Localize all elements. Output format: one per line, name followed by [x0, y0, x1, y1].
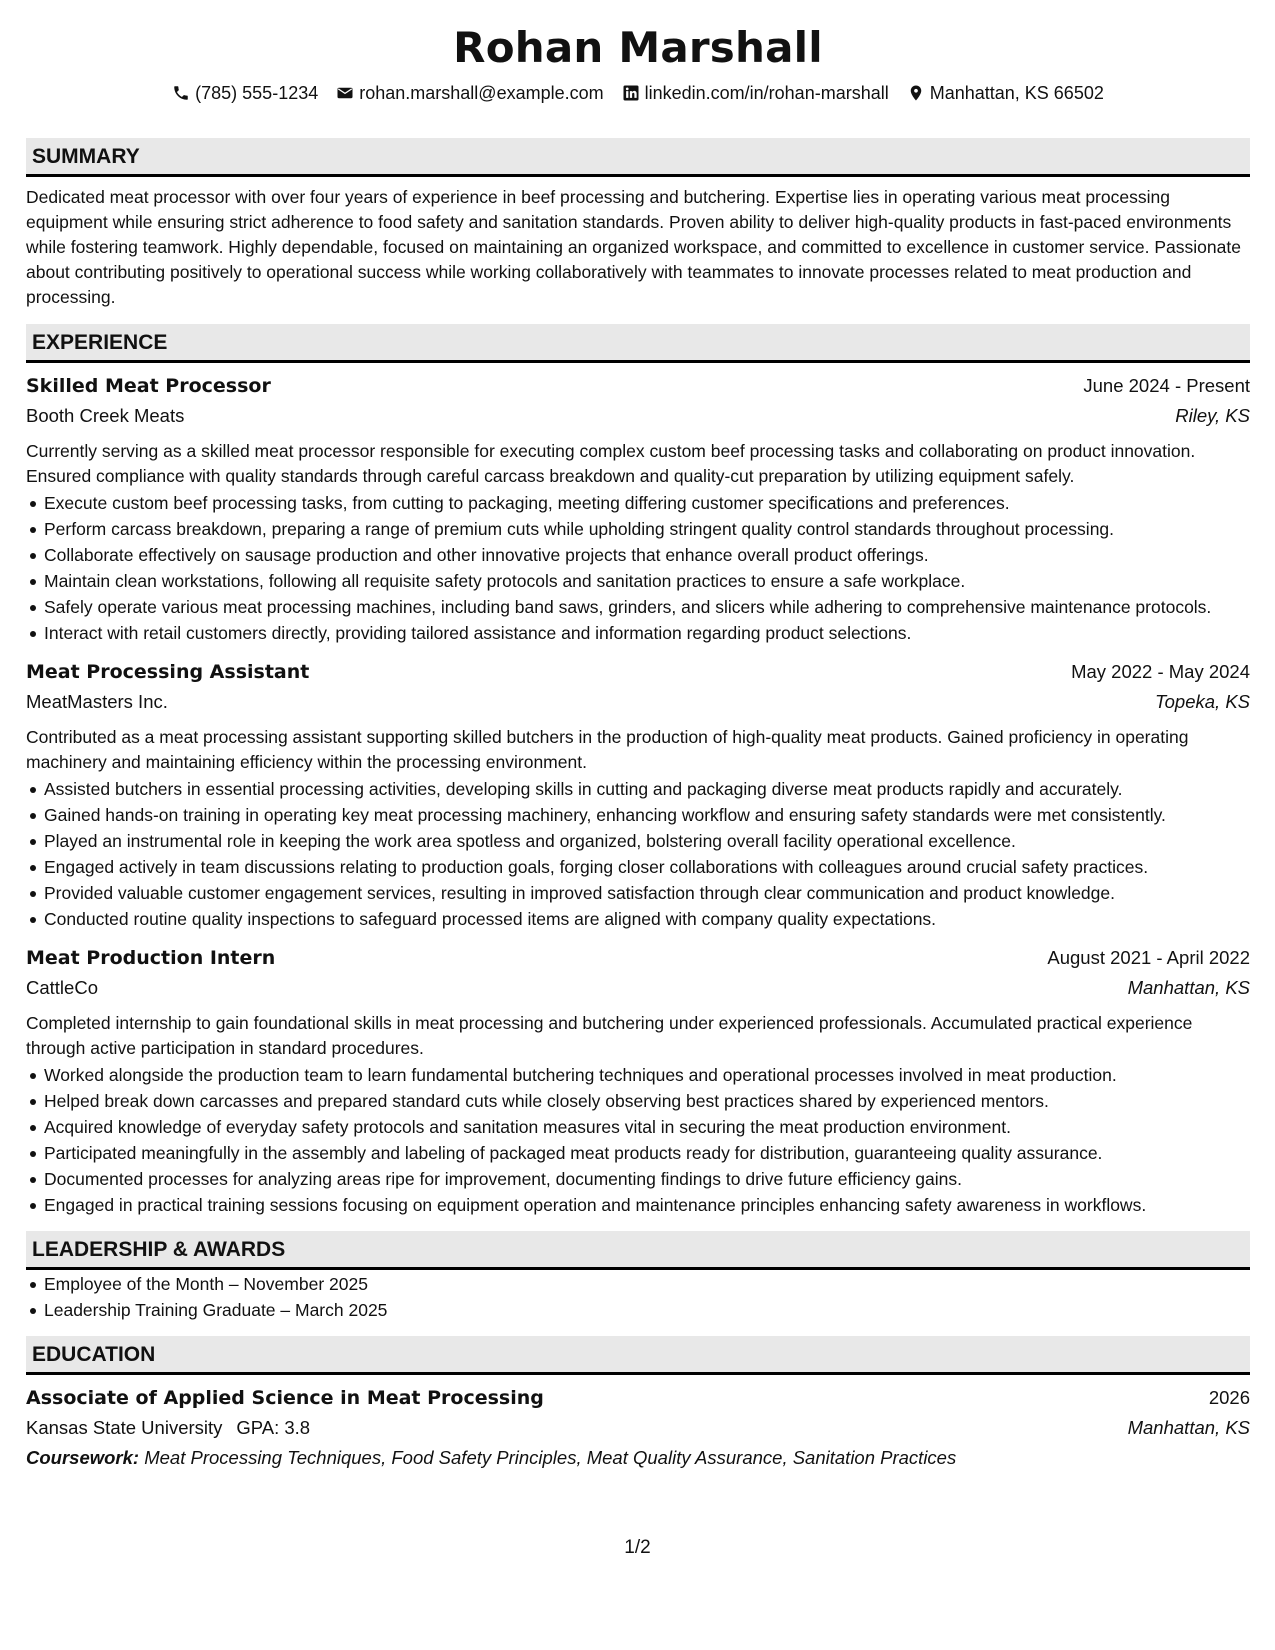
job-title: Skilled Meat Processor [26, 375, 271, 397]
bullet-item: Maintain clean workstations, following all requisite safety protocols and sanitation practices to ensure a safe workplace. [26, 569, 1250, 593]
company-name: Booth Creek Meats [26, 405, 185, 426]
map-marker-icon [907, 84, 925, 102]
job-location: Manhattan, KS [1127, 977, 1250, 998]
job-title: Meat Production Intern [26, 947, 276, 969]
experience-heading: EXPERIENCE [26, 324, 1250, 363]
bullet-item: Played an instrumental role in keeping the work area spotless and organized, bolstering overall facility operational excellence. [26, 829, 1250, 853]
bullet-item: Engaged actively in team discussions relating to production goals, forging closer collaborations with colleagues around crucial safety practices. [26, 855, 1250, 879]
bullet-item: Conducted routine quality inspections to safeguard processed items are aligned with company quality expectations. [26, 907, 1250, 931]
summary-text: Dedicated meat processor with over four years of experience in beef processing and butchering. Expertise lies in operating various meat processing equipment while ensuring strict adherence to food safety and sanitation standards. Proven ability to deliver high-quality products in fast-paced environments while fostering teamwork. Highly dependable, focused on maintaining an organized workspace, and committed to excellence in customer service. Passionate about contributing positively to operational success while working collaboratively with teammates to innovate processes related to meat production and processing. [26, 187, 1241, 307]
job-bullets [26, 1063, 1250, 1217]
award-item: Employee of the Month – November 2025 [26, 1272, 1250, 1296]
job-description: Contributed as a meat processing assistant supporting skilled butchers in the production of high-quality meat products. Gained proficiency in operating machinery and maintaining efficiency within the processing environment. [26, 727, 1189, 772]
job-dates: June 2024 - Present [1083, 375, 1250, 396]
job-description: Currently serving as a skilled meat processor responsible for executing complex custom beef processing tasks and collaborating on product innovation. Ensured compliance with quality standards through careful carcass breakdown and quality-cut preparation by utilizing equipment safely. [26, 441, 1196, 486]
page-number: 1/2 [624, 1537, 651, 1558]
job-entry [26, 943, 1250, 1217]
bullet-item: Interact with retail customers directly, providing tailored assistance and information regarding product selections. [26, 621, 1250, 645]
job-entry [26, 657, 1250, 931]
school-name: Kansas State University [26, 1417, 223, 1438]
coursework-line [26, 1443, 1250, 1473]
bullet-item: Perform carcass breakdown, preparing a range of premium cuts while upholding stringent quality control standards throughout processing. [26, 517, 1250, 541]
job-bullets [26, 491, 1250, 645]
contact-location [907, 82, 1104, 104]
coursework-label: Coursework: [26, 1447, 140, 1468]
school-location: Manhattan, KS [1127, 1417, 1250, 1438]
linkedin-link[interactable]: linkedin.com/in/rohan-marshall [644, 83, 889, 103]
contact-email[interactable] [336, 82, 603, 104]
education-heading: EDUCATION [26, 1336, 1250, 1375]
bullet-item: Collaborate effectively on sausage production and other innovative projects that enhance overall product offerings. [26, 543, 1250, 567]
awards-list [26, 1272, 1250, 1322]
phone-icon [172, 84, 190, 102]
summary-heading: SUMMARY [26, 138, 1250, 177]
education-entry [26, 1383, 1250, 1473]
contact-phone [172, 82, 318, 104]
resume-page [26, 0, 1250, 1473]
job-dates: August 2021 - April 2022 [1047, 947, 1250, 968]
job-dates: May 2022 - May 2024 [1071, 661, 1250, 682]
coursework-list: Meat Processing Techniques, Food Safety Principles, Meat Quality Assurance, Sanitation Practices [144, 1447, 957, 1468]
email-link[interactable]: rohan.marshall@example.com [359, 83, 604, 103]
envelope-icon [336, 84, 354, 102]
bullet-item: Provided valuable customer engagement services, resulting in improved satisfaction through clear communication and product knowledge. [26, 881, 1250, 905]
linkedin-icon [622, 84, 640, 102]
company-name: CattleCo [26, 977, 98, 998]
bullet-item: Gained hands-on training in operating key meat processing machinery, enhancing workflow and ensuring safety standards were met consistently. [26, 803, 1250, 827]
contact-linkedin[interactable] [622, 82, 889, 104]
job-bullets [26, 777, 1250, 931]
bullet-item: Participated meaningfully in the assembly and labeling of packaged meat products ready for distribution, guaranteeing quality assurance. [26, 1141, 1250, 1165]
bullet-item: Helped break down carcasses and prepared standard cuts while closely observing best practices shared by experienced mentors. [26, 1089, 1250, 1113]
job-description: Completed internship to gain foundational skills in meat processing and butchering under experienced professionals. Accumulated practical experience through active participation in standard procedures. [26, 1013, 1193, 1058]
bullet-item: Assisted butchers in essential processing activities, developing skills in cutting and packaging diverse meat products rapidly and accurately. [26, 777, 1250, 801]
company-name: MeatMasters Inc. [26, 691, 168, 712]
location-text: Manhattan, KS 66502 [929, 83, 1104, 103]
degree-title: Associate of Applied Science in Meat Processing [26, 1387, 544, 1409]
gpa: GPA: 3.8 [236, 1417, 311, 1438]
school-line [26, 1413, 310, 1443]
award-item: Leadership Training Graduate – March 2025 [26, 1298, 1250, 1322]
bullet-item: Documented processes for analyzing areas ripe for improvement, documenting findings to drive future efficiency gains. [26, 1167, 1250, 1191]
job-location: Topeka, KS [1155, 691, 1250, 712]
phone-text: (785) 555-1234 [195, 83, 319, 103]
bullet-item: Engaged in practical training sessions focusing on equipment operation and maintenance principles enhancing safety awareness in workflows. [26, 1193, 1250, 1217]
candidate-name: Rohan Marshall [453, 23, 823, 72]
graduation-year: 2026 [1208, 1387, 1250, 1408]
job-location: Riley, KS [1175, 405, 1250, 426]
bullet-item: Execute custom beef processing tasks, from cutting to packaging, meeting differing customer specifications and preferences. [26, 491, 1250, 515]
bullet-item: Acquired knowledge of everyday safety protocols and sanitation measures vital in securing the meat production environment. [26, 1115, 1250, 1139]
contact-bar [26, 82, 1250, 104]
job-title: Meat Processing Assistant [26, 661, 310, 683]
job-entry [26, 371, 1250, 645]
bullet-item: Safely operate various meat processing machines, including band saws, grinders, and slicers while adhering to comprehensive maintenance protocols. [26, 595, 1250, 619]
bullet-item: Worked alongside the production team to learn fundamental butchering techniques and operational processes involved in meat production. [26, 1063, 1250, 1087]
awards-heading: LEADERSHIP & AWARDS [26, 1231, 1250, 1270]
